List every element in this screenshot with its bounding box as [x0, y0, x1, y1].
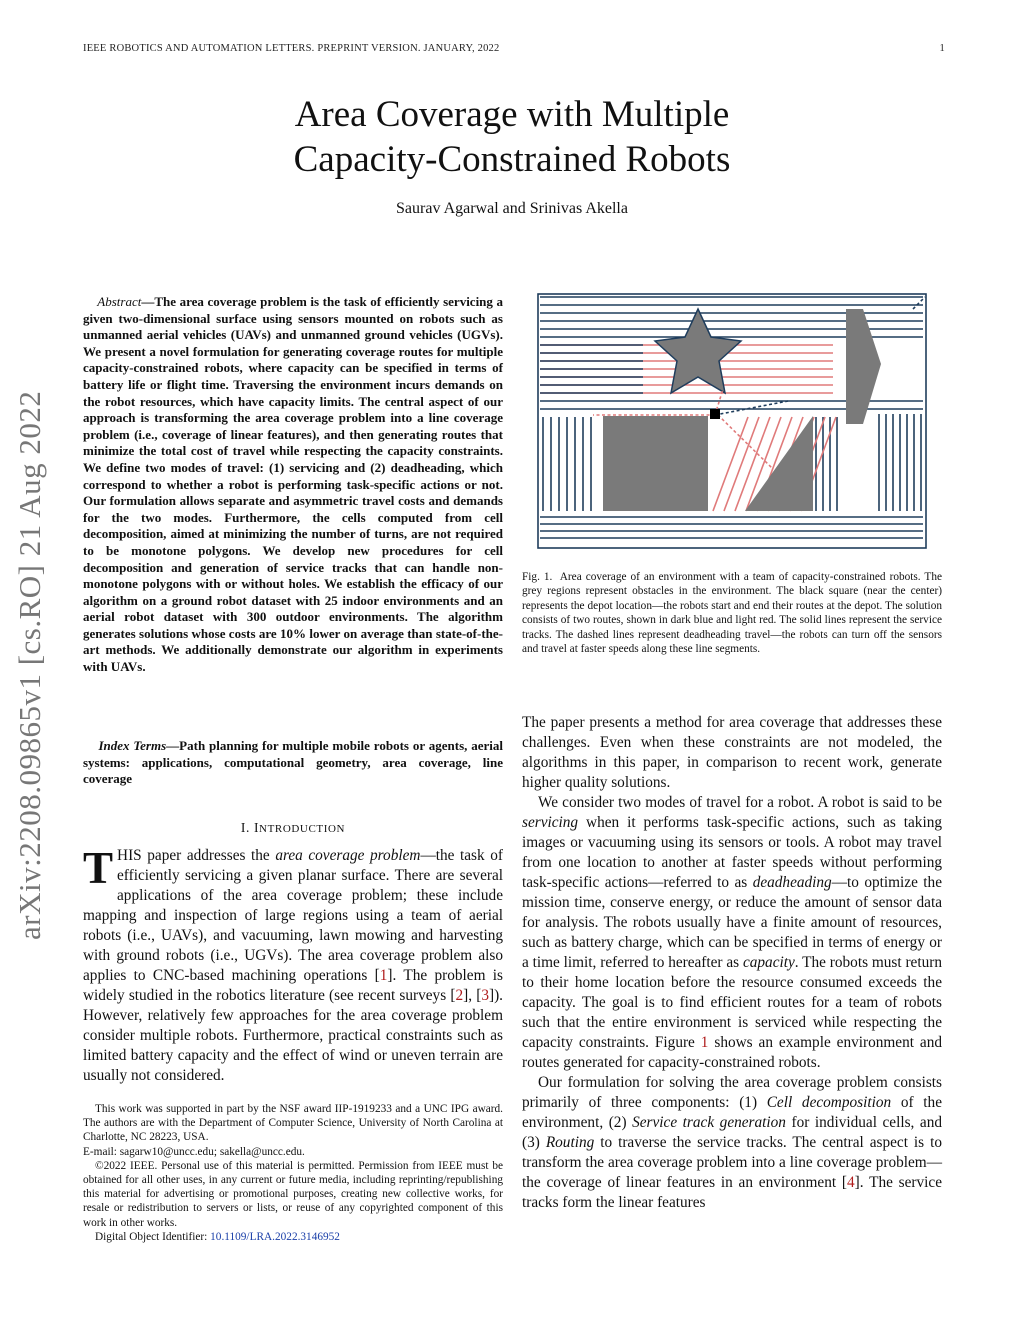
paper-title — [0, 92, 1024, 182]
service-track-red — [713, 417, 748, 511]
caption-label: Fig. 1. — [522, 571, 553, 583]
deadheading-path — [715, 401, 788, 415]
depot-marker — [710, 409, 720, 419]
running-header — [83, 43, 945, 54]
journal-name: IEEE ROBOTICS AND AUTOMATION LETTERS. PREPRINT VERSION. JANUARY, 2022 — [83, 43, 500, 54]
deadheading-path — [913, 297, 925, 309]
index-terms — [83, 738, 503, 788]
paragraph: Our formulation for solving the area coverage problem consists primarily of three components: (1) Cell decomposition of the environment, (2) Service track generation for individual cells, and (3) Routing to traverse the service tracks. The central aspect is to transform the area coverage problem into a line coverage problem—the coverage of linear features in an environment [4]. The service tracks form the linear features — [522, 1074, 943, 1211]
email-note: E-mail: sagarw10@uncc.edu; sakella@uncc.edu. — [83, 1145, 305, 1158]
arxiv-watermark: arXiv:2208.09865v1 [cs.RO] 21 Aug 2022 — [12, 390, 47, 940]
right-column-text — [522, 713, 942, 1213]
obstacle-square — [603, 416, 708, 511]
figure-caption — [522, 570, 942, 656]
footnote — [83, 1102, 503, 1244]
title-line-1: Area Coverage with Multiple — [294, 94, 730, 135]
service-track-red — [724, 417, 759, 511]
caption-text: Area coverage of an environment with a team of capacity-constrained robots. The grey regions represent obstacles in the environment. The black square (near the center) represents the depot location—the robots start and end their routes at the depot. The solution consists of two routes, shown in dark blue and light red. The solid lines represent the service tracks. The dashed lines represent deadheading travel—the robots can turn off the sensors and travel at faster speeds along these line segments. — [522, 571, 942, 656]
obstacle-arrow — [846, 309, 881, 424]
doi-link[interactable]: 10.1109/LRA.2022.3146952 — [210, 1230, 340, 1243]
citation-link[interactable]: 3 — [481, 987, 489, 1004]
funding-note: This work was supported in part by the NSF award IIP-1919233 and a UNC IPG award. The authors are with the Department of Computer Science, University of North Carolina at Charlotte, NC 28223, USA. — [83, 1103, 503, 1144]
citation-link[interactable]: 4 — [847, 1174, 855, 1191]
introduction-paragraph: THIS paper addresses the area coverage problem—the task of efficiently servicing a given planar surface. There are several applications of the area coverage problem; these include mapping and inspection of large regions using a team of aerial robots (i.e., UAVs), and vacuuming, lawn mowing and harvesting with ground robots (i.e., UGVs). The area coverage problem also applies to CNC-based machining operations [1]. The problem is widely studied in the robotics literature (see recent surveys [2], [3]). However, relatively few approaches for the area coverage problem consider multiple robots. Furthermore, practical constraints such as limited battery capacity and the effect of wind or uneven terrain are usually not considered. — [83, 843, 504, 1084]
index-terms-text: —Path planning for multiple mobile robots or agents, aerial systems: applications, computational geometry, area coverage, line coverage — [83, 738, 504, 787]
figure-1 — [533, 289, 931, 553]
obstacle-triangle — [745, 416, 813, 511]
copyright-note: ©2022 IEEE. Personal use of this material is permitted. Permission from IEEE must be obtained for all other uses, in any current or future media, including reprinting/republishing this material for advertising or promotional purposes, creating new collective works, for resale or redistribution to servers or lists, or reuse of any copyrighted component of this work in other works. — [83, 1159, 503, 1229]
doi-note: Digital Object Identifier: 10.1109/LRA.2022.3146952 — [95, 1230, 340, 1243]
citation-link[interactable]: 2 — [455, 987, 464, 1004]
page-number: 1 — [939, 43, 945, 54]
abstract-text: —The area coverage problem is the task of efficiently servicing a given two-dimensional surface using sensors mounted on robots such as unmanned aerial vehicles (UAVs) and unmanned ground vehicles (UGVs). We present a novel formulation for generating coverage routes for multiple capacity-constrained robots, where capacity can be specified in terms of battery life or flight time. Traversing the environment incurs demands on the robot resources, which have capacity limits. The central aspect of our approach is transforming the area coverage problem into a line coverage problem (i.e., coverage of linear features), and then generating routes that minimize the total cost of travel while respecting the capacity constraints. We define two modes of travel: (1) servicing and (2) deadheading, which correspond to whether a robot is performing task-specific actions or not. Our formulation allows separate and asymmetric travel costs and demands for the two modes. Furthermore, the cells computed from cell decomposition, aimed at minimizing the number of turns, are not required to be monotone polygons. We develop new procedures for cell decomposition and generation of service tracks that can handle non-monotone polygons with or without holes. We establish the efficacy of our algorithm on a ground robot dataset with 25 indoor environments and an aerial robot dataset with 300 outdoor environments. The algorithm generates solutions whose costs are 10% lower on average than state-of-the-art methods. We additionally demonstrate our algorithm in experiments with UAVs. — [83, 294, 503, 675]
citation-link[interactable]: 1 — [379, 967, 388, 984]
title-line-2: Capacity-Constrained Robots — [293, 139, 731, 180]
authors: Saurav Agarwal and Srinivas Akella — [396, 200, 628, 217]
figure-reference-link[interactable]: 1 — [700, 1034, 709, 1051]
drop-cap: T — [83, 843, 114, 893]
paragraph: We consider two modes of travel for a robot. A robot is said to be servicing when it performs task-specific actions, such as taking images or vacuuming using its sensors or tools. A robot may travel from one location to another at faster speeds without performing task-specific actions—referred to as deadheading—to optimize the mission time, conserve energy, or reduce the amount of sensor data for analysis. The robots usually have a finite amount of resources, such as battery charge, which can be specified in terms of energy or a time limit, referred to hereafter as capacity. The robots must return to their home location before the resource consumed exceeds the capacity. The goal is to find efficient routes for a team of robots such that the entire environment is serviced while respecting the capacity constraints. Figure 1 shows an example environment and routes generated for capacity-constrained robots. — [522, 794, 942, 1071]
abstract-label: Abstract — [97, 294, 142, 309]
abstract — [83, 294, 503, 676]
section-heading-introduction: I. INTRODUCTION — [240, 820, 346, 835]
index-terms-label: Index Terms — [98, 738, 167, 753]
paragraph: The paper presents a method for area coverage that addresses these challenges. Even when these constraints are not modeled, the algorithms in this paper, in comparison to recent work, generate higher quality solutions. — [522, 714, 942, 791]
